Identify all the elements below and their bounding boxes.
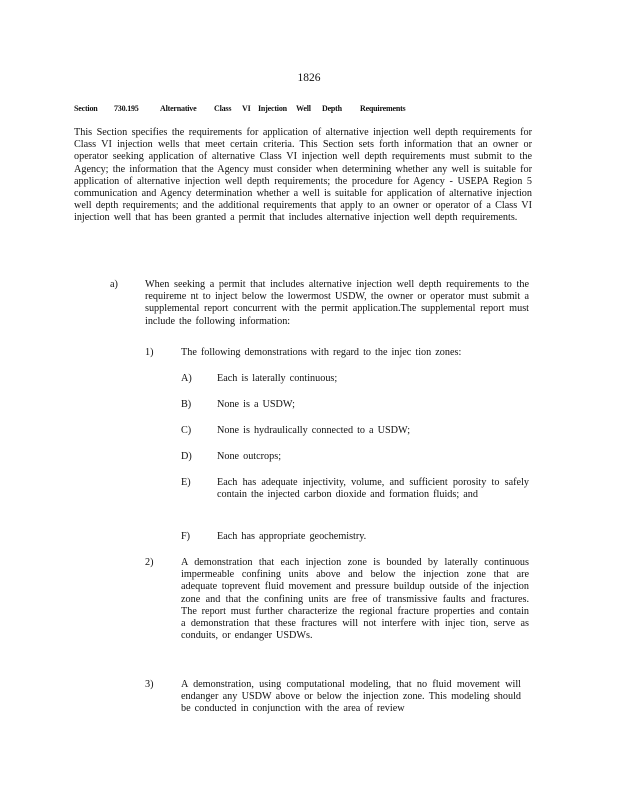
subitem-D-label: D) — [181, 451, 192, 462]
item-3-text: A demonstration, using computational modeling, that no fluid movement will endanger any USDW above or below the injection zone. This modeling should be conducted in conjunction with the area of review — [181, 679, 521, 715]
heading-word: VI — [242, 104, 251, 113]
heading-word: Depth — [322, 104, 342, 113]
intro-paragraph: This Section specifies the requirements for application of alternative injection well depth requirements for Class VI injection wells that meet certain criteria. This Section sets forth information that an owner or operator seeking application of alternative Class VI injection well depth requirements must submit to the Agency; the information that the Agency must consider when determining whether any well is suitable for application of alternative injection well depth requirements; the procedure for Agency - USEPA Region 5 communication and Agency determination whether a well is suitable for application of alternative injection well depth requirements; and the additional requirements that apply to an owner or operator of a Class VI injection well that has been granted a permit that includes alternative injection well depth requirements. — [74, 127, 532, 224]
subsection-a-label: a) — [110, 279, 118, 290]
heading-word: Injection — [258, 104, 287, 113]
subitem-F-label: F) — [181, 531, 191, 542]
subsection-a-text: When seeking a permit that includes alternative injection well depth requirements to the requireme nt to inject below the lowermost USDW, the owner or operator must submit a supplemental report concurrent with the permit application.The supplemental report must include the following information: — [145, 279, 529, 327]
subitem-C-text: None is hydraulically connected to a USDW; — [217, 425, 411, 436]
subitem-E-text: Each has adequate injectivity, volume, and sufficient porosity to safely contain the injected carbon dioxide and formation fluids; and — [217, 477, 529, 501]
section-heading — [74, 104, 554, 113]
heading-word: Requirements — [360, 104, 406, 113]
heading-word: Alternative — [160, 104, 197, 113]
item-2-text: A demonstration that each injection zone is bounded by laterally continuous impermeable confining units above and below the injection zone that are adequate toprevent fluid movement and pressure buildup outside of the injection zone and that the confining units are free of transmissive faults and fractures. The report must further characterize the regional fracture properties and contain a demonstration that these fractures will not interfere with injec tion, serve as conduits, or endanger USDWs. — [181, 557, 529, 642]
subitem-E-label: E) — [181, 477, 191, 488]
subitem-B-label: B) — [181, 399, 192, 410]
item-3-label: 3) — [145, 679, 154, 690]
heading-word: Well — [296, 104, 311, 113]
item-1-label: 1) — [145, 347, 154, 358]
subitem-A-text: Each is laterally continuous; — [217, 373, 338, 384]
heading-section-word: Section — [74, 104, 98, 113]
subitem-C-label: C) — [181, 425, 192, 436]
page-number: 1826 — [297, 72, 321, 84]
subitem-F-text: Each has appropriate geochemistry. — [217, 531, 367, 542]
item-1-text: The following demonstrations with regard to the injec tion zones: — [181, 347, 462, 358]
item-2-label: 2) — [145, 557, 154, 568]
subitem-A-label: A) — [181, 373, 192, 384]
heading-section-number: 730.195 — [114, 104, 139, 113]
heading-word: Class — [214, 104, 232, 113]
subitem-D-text: None outcrops; — [217, 451, 282, 462]
subitem-B-text: None is a USDW; — [217, 399, 295, 410]
